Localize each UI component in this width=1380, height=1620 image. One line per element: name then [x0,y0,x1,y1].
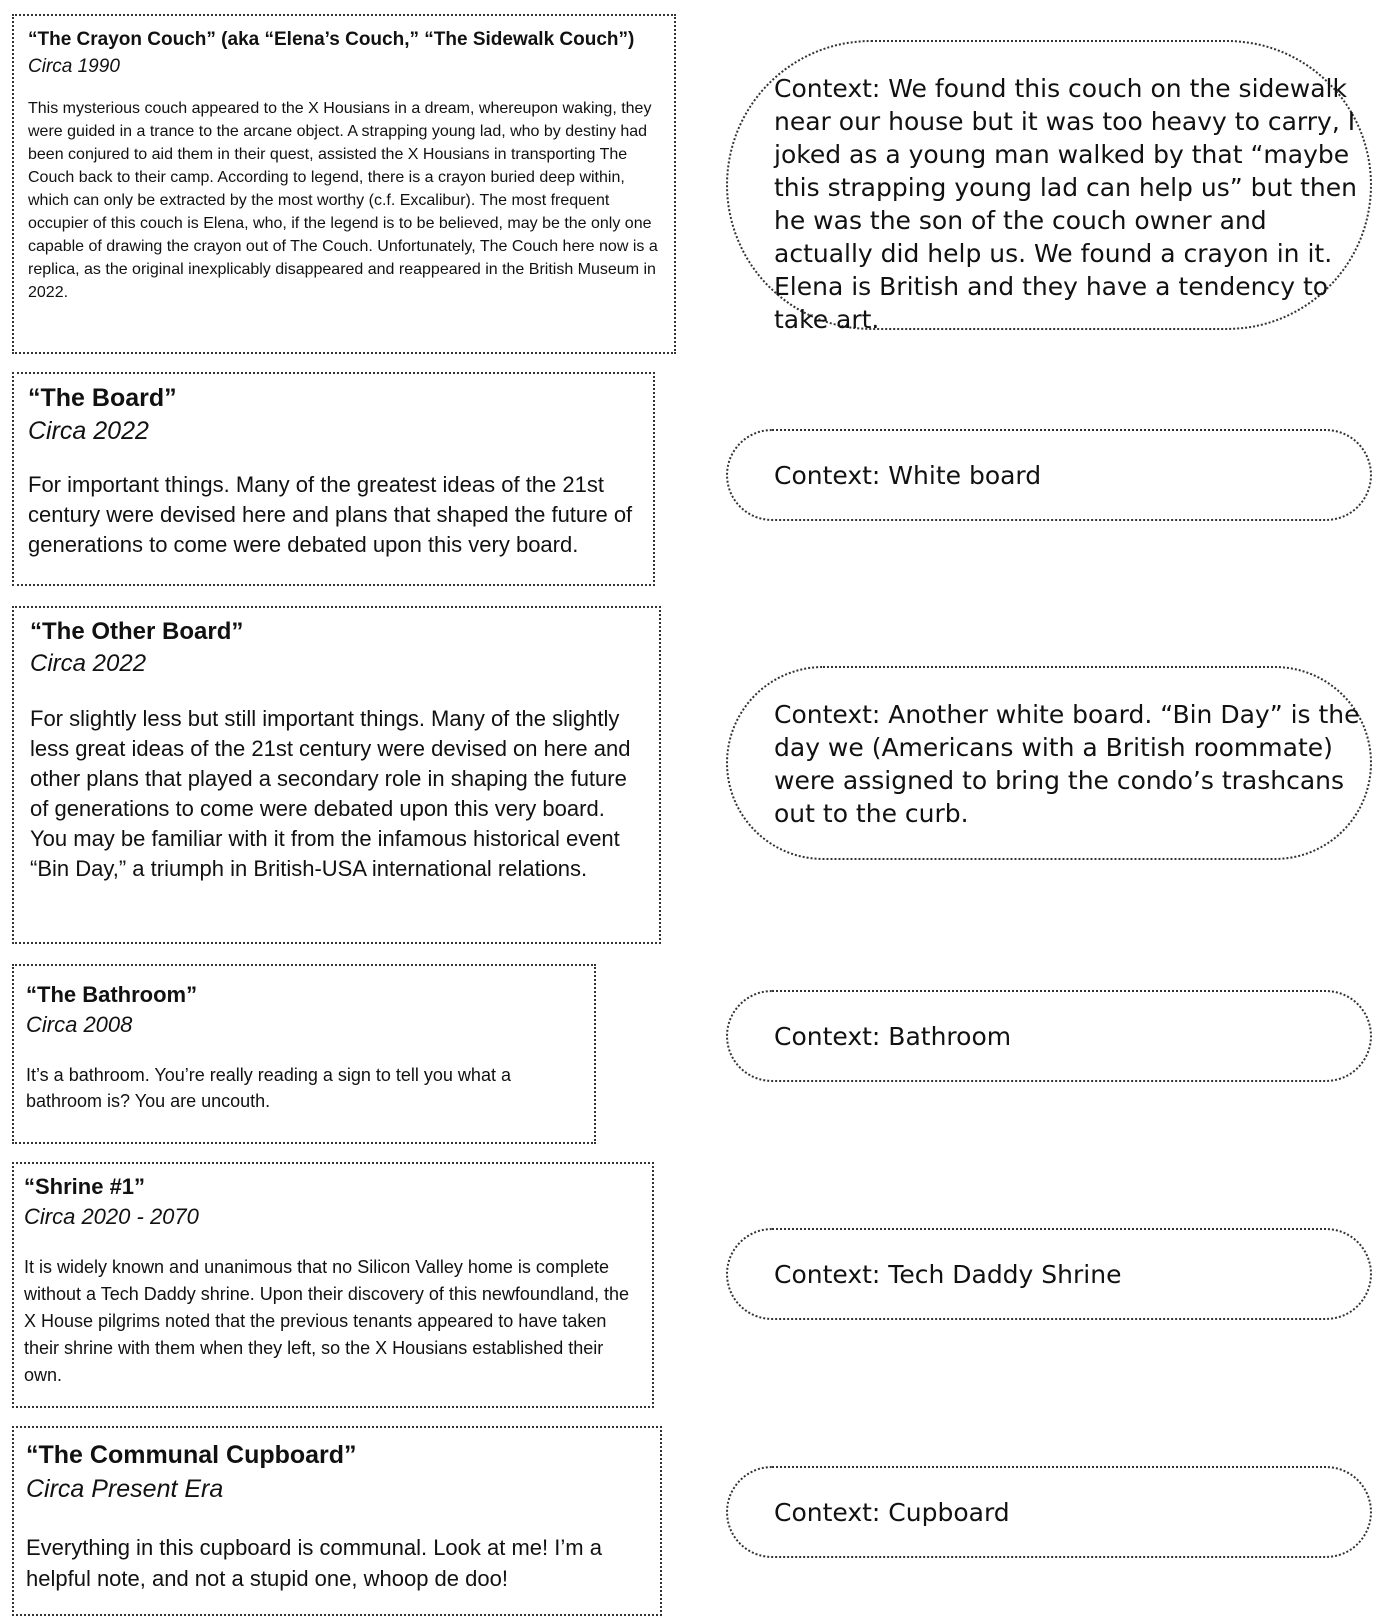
sign-card-the-board [12,372,655,586]
context-bubble-communal-cupboard: Context: Cupboard [726,1466,1372,1558]
sign-circa: Circa 2022 [30,650,147,677]
context-bubble-the-bathroom: Context: Bathroom [726,990,1372,1082]
sign-title: “The Crayon Couch” (aka “Elena’s Couch,” “The Sidewalk Couch”) [28,29,635,50]
sign-body: It is widely known and unanimous that no Silicon Valley home is complete without a Tech Daddy shrine. Upon their discovery of this newfoundland, the X House pilgrims noted that the previous tenants appeared to have taken their shrine with them when they left, so the X Housians established their own. [24,1257,630,1385]
sign-body: For important things. Many of the greatest ideas of the 21st century were devised here and plans that shaped the future of generations to come were debated upon this very board. [28,472,633,557]
sign-body: For slightly less but still important things. Many of the slightly less great ideas of the 21st century were devised on here and other plans that played a secondary role in shaping the future of generations to come were debated upon this very board. You may be familiar with it from the infamous historical event “Bin Day,” a triumph in British-USA international relations. [30,706,631,881]
context-bubble-the-board: Context: White board [726,429,1372,521]
context-bubble-crayon-couch: Context: We found this couch on the sidewalk near our house but it was too heavy to carry, I joked as a young man walked by that “maybe this strapping young lad can help us” but then he was the son of the couch owner and actually did help us. We found a crayon in it. Elena is British and they have a tendency to take art. [726,40,1372,330]
context-bubble-the-other-board: Context: Another white board. “Bin Day” is the day we (Americans with a British roommate) were assigned to bring the condo’s trashcans out to the curb. [726,666,1372,860]
sign-circa: Circa 1990 [28,56,120,77]
sign-card-communal-cupboard [12,1426,662,1616]
sign-circa: Circa 2020 - 2070 [24,1204,199,1229]
sign-card-the-bathroom [12,964,596,1144]
sign-body: Everything in this cupboard is communal. Look at me! I’m a helpful note, and not a stupid one, whoop de doo! [26,1535,602,1591]
sign-card-crayon-couch [12,14,676,354]
sign-title: “The Board” [28,384,177,412]
sign-card-shrine-1 [12,1162,654,1408]
sign-circa: Circa 2008 [26,1012,133,1037]
sign-body: It’s a bathroom. You’re really reading a sign to tell you what a bathroom is? You are uncouth. [26,1065,511,1111]
sign-body: This mysterious couch appeared to the X Housians in a dream, whereupon waking, they were guided in a trance to the arcane object. A strapping young lad, who by destiny had been conjured to aid them in their quest, assisted the X Housians in transporting The Couch back to their camp. According to legend, there is a crayon buried deep within, which can only be extracted by the most worthy (c.f. Excalibur). The most frequent occupier of this couch is Elena, who, if the legend is to be believed, may be the only one capable of drawing the crayon out of The Couch. Unfortunately, The Couch here now is a replica, as the original inexplicably disappeared and reappeared in the British Museum in 2022. [28,100,658,301]
context-bubble-shrine-1: Context: Tech Daddy Shrine [726,1228,1372,1320]
sign-card-the-other-board [12,606,661,944]
sign-title: “Shrine #1” [24,1174,146,1199]
sign-circa: Circa Present Era [26,1475,224,1503]
sign-title: “The Bathroom” [26,982,198,1007]
sign-title: “The Other Board” [30,618,244,645]
sign-title: “The Communal Cupboard” [26,1441,357,1469]
sign-circa: Circa 2022 [28,417,149,445]
